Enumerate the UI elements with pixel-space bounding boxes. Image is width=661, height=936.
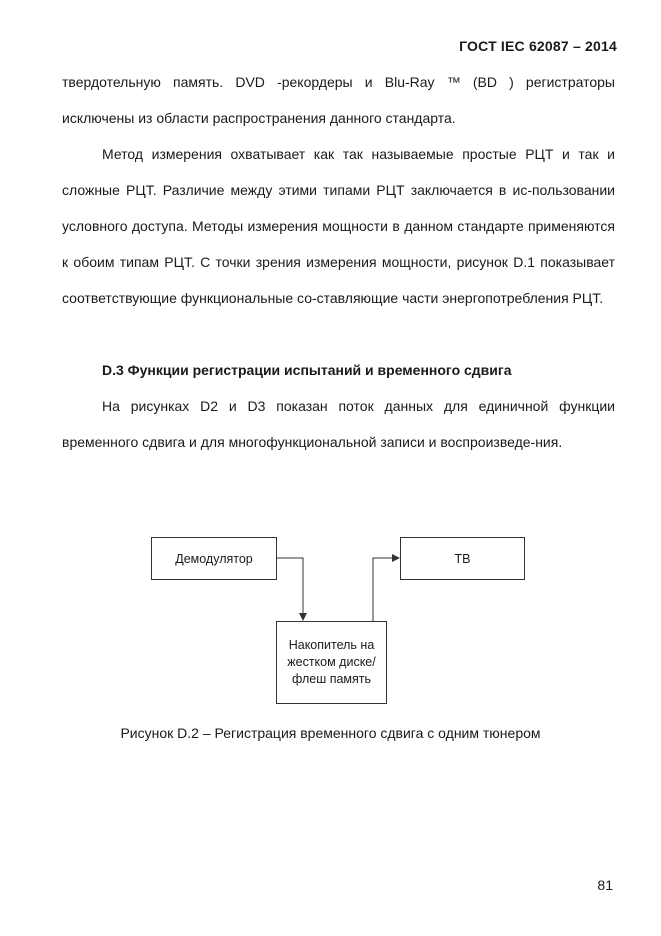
- document-header: ГОСТ IEC 62087 – 2014: [459, 38, 617, 54]
- diagram-label-storage-line1: Накопитель на: [288, 638, 375, 652]
- paragraph-measurement-method: [62, 136, 615, 316]
- diagram-box-storage: [276, 621, 387, 704]
- diagram-label-tv: ТВ: [454, 551, 471, 566]
- section-heading-d3: [62, 352, 615, 388]
- paragraph-measurement-method-text: Метод измерения охватывает как так называемые простые РЦТ и так и сложные РЦТ. Различие между этими типами РЦТ заключается в ис-пользовании условного доступа. Методы измерения мощности в данном стандарте применяются к обоим типам РЦТ. С точки зрения измерения мощности, рисунок D.1 показывает соответствующие функциональные со-ставляющие части энергопотребления РЦТ.: [62, 146, 615, 306]
- connector-storage-to-tv: [373, 558, 399, 621]
- connector-demodulator-to-storage: [277, 558, 303, 620]
- paragraph-data-flow-text: На рисунках D2 и D3 показан поток данных для единичной функции временного сдвига и для многофункциональной записи и воспроизведе-ния.: [62, 398, 615, 450]
- paragraph-recorders: [62, 64, 615, 136]
- figure-caption: Рисунок D.2 – Регистрация временного сдвига с одним тюнером: [120, 725, 541, 741]
- page-number: 81: [597, 877, 613, 893]
- diagram-box-tv: [400, 537, 525, 580]
- diagram-box-demodulator: [151, 537, 277, 580]
- diagram-label-demodulator: Демодулятор: [175, 551, 253, 566]
- paragraph-data-flow: [62, 388, 615, 460]
- diagram-label-storage-line3: флеш память: [291, 672, 372, 686]
- paragraph-recorders-text: твердотельную память. DVD -рекордеры и Blu-Ray ™ (BD ) регистраторы исключены из области распространения данного стандарта.: [62, 74, 615, 126]
- section-heading-d3-text: D.3 Функции регистрации испытаний и временного сдвига: [102, 362, 512, 378]
- diagram-label-storage-line2: жестком диске/: [287, 655, 376, 669]
